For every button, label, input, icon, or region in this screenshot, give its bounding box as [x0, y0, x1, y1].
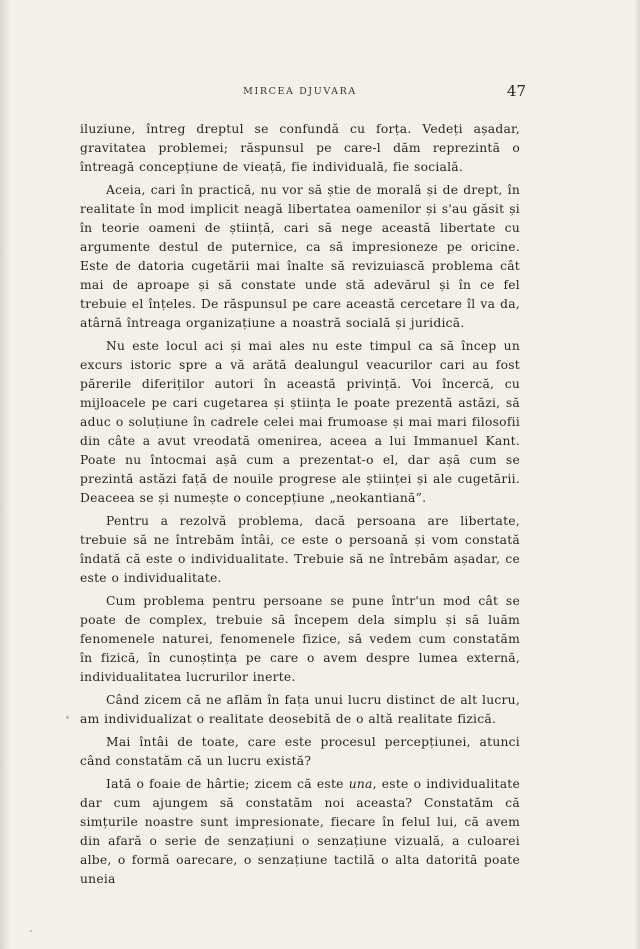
paragraph-text-start: Iată o foaie de hârtie; zicem că este — [106, 777, 349, 791]
page-edge-shadow-left — [0, 0, 10, 949]
page-header — [80, 82, 526, 106]
paper-speck — [30, 930, 32, 932]
paragraph: Nu este locul aci și mai ales nu este timpul ca să încep un excurs istoric spre a vă arătă dealungul veacurilor cari au fost părerile diferiților autori în această privință. Voi încercă, cu mijloacele pe cari cugetarea și știința le poate prezentă astăzi, să aduc o soluțiune în cadrele celei mai frumoase și mai mari filosofii din câte a avut vreodată omenirea, aceea a lui Immanuel Kant. Poate nu întocmai așă cum a prezentat-o el, dar așă cum se prezintă astăzi față de nouile progrese ale științei și ale cugetării. Deaceea se și numește o concepțiune „neokantiană”. — [80, 339, 520, 505]
page-number: 47 — [506, 82, 526, 100]
paragraph — [80, 775, 520, 889]
paragraph: iluziune, întreg dreptul se confundă cu forța. Vedeți așadar, gravitatea problemei; răspunsul pe care-l dăm reprezintă o întreagă concepțiune de vieață, fie individuală, fie socială. — [80, 122, 520, 174]
paragraph: Cum problema pentru persoane se pune într'un mod cât se poate de complex, trebuie să începem dela simplu și să luăm fenomenele naturei, fenomenele fizice, să vedem cum constatăm în fizică, în cunoștința pe care o avem despre lumea externă, individualitatea lucrurilor inerte. — [80, 594, 520, 684]
paragraph: Mai întâi de toate, care este procesul percepțiunei, atunci când constatăm că un lucru există? — [80, 735, 520, 768]
page-edge-shadow-right — [634, 0, 640, 949]
paragraph-text-end: , este o individualitate dar cum ajungem să constatăm noi aceasta? Constatăm că simțurile noastre sunt impresionate, fiecare în felul lui, că avem din afară o serie de senzațiuni o senzațiune vizuală, a culoarei albe, o formă oarecare, o senzațiune tactilă o alta datorită poate uneia — [80, 777, 520, 886]
paragraph: Pentru a rezolvă problema, dacă persoana are libertate, trebuie să ne întrebăm întâi, ce este o persoană și vom constată îndată că este o individualitate. Trebuie să ne întrebăm așadar, ce este o individualitate. — [80, 514, 520, 585]
paragraph: Aceia, cari în practică, nu vor să știe de morală și de drept, în realitate în mod implicit neagă libertatea oamenilor și s'au găsit și în teorie oameni de știință, cari să nege această libertate cu argumente destul de puternice, ca să impresioneze pe oricine. Este de datoria cugetării mai înalte să revizuiască problema cât mai de aproape și să constate unde stă adevărul și în ce fel trebuie el înțeles. De răspunsul pe care această cercetare îl va da, atârnă întreaga organizațiune a noastră socială și juridică. — [80, 183, 520, 330]
paragraph: Când zicem că ne aflăm în fața unui lucru distinct de alt lucru, am individualizat o realitate deosebită de o altă realitate fizică. — [80, 693, 520, 726]
paper-speck — [66, 716, 69, 719]
body-text — [80, 120, 520, 893]
italic-emphasis: una — [348, 777, 373, 791]
running-head: MIRCEA DJUVARA — [243, 86, 357, 97]
